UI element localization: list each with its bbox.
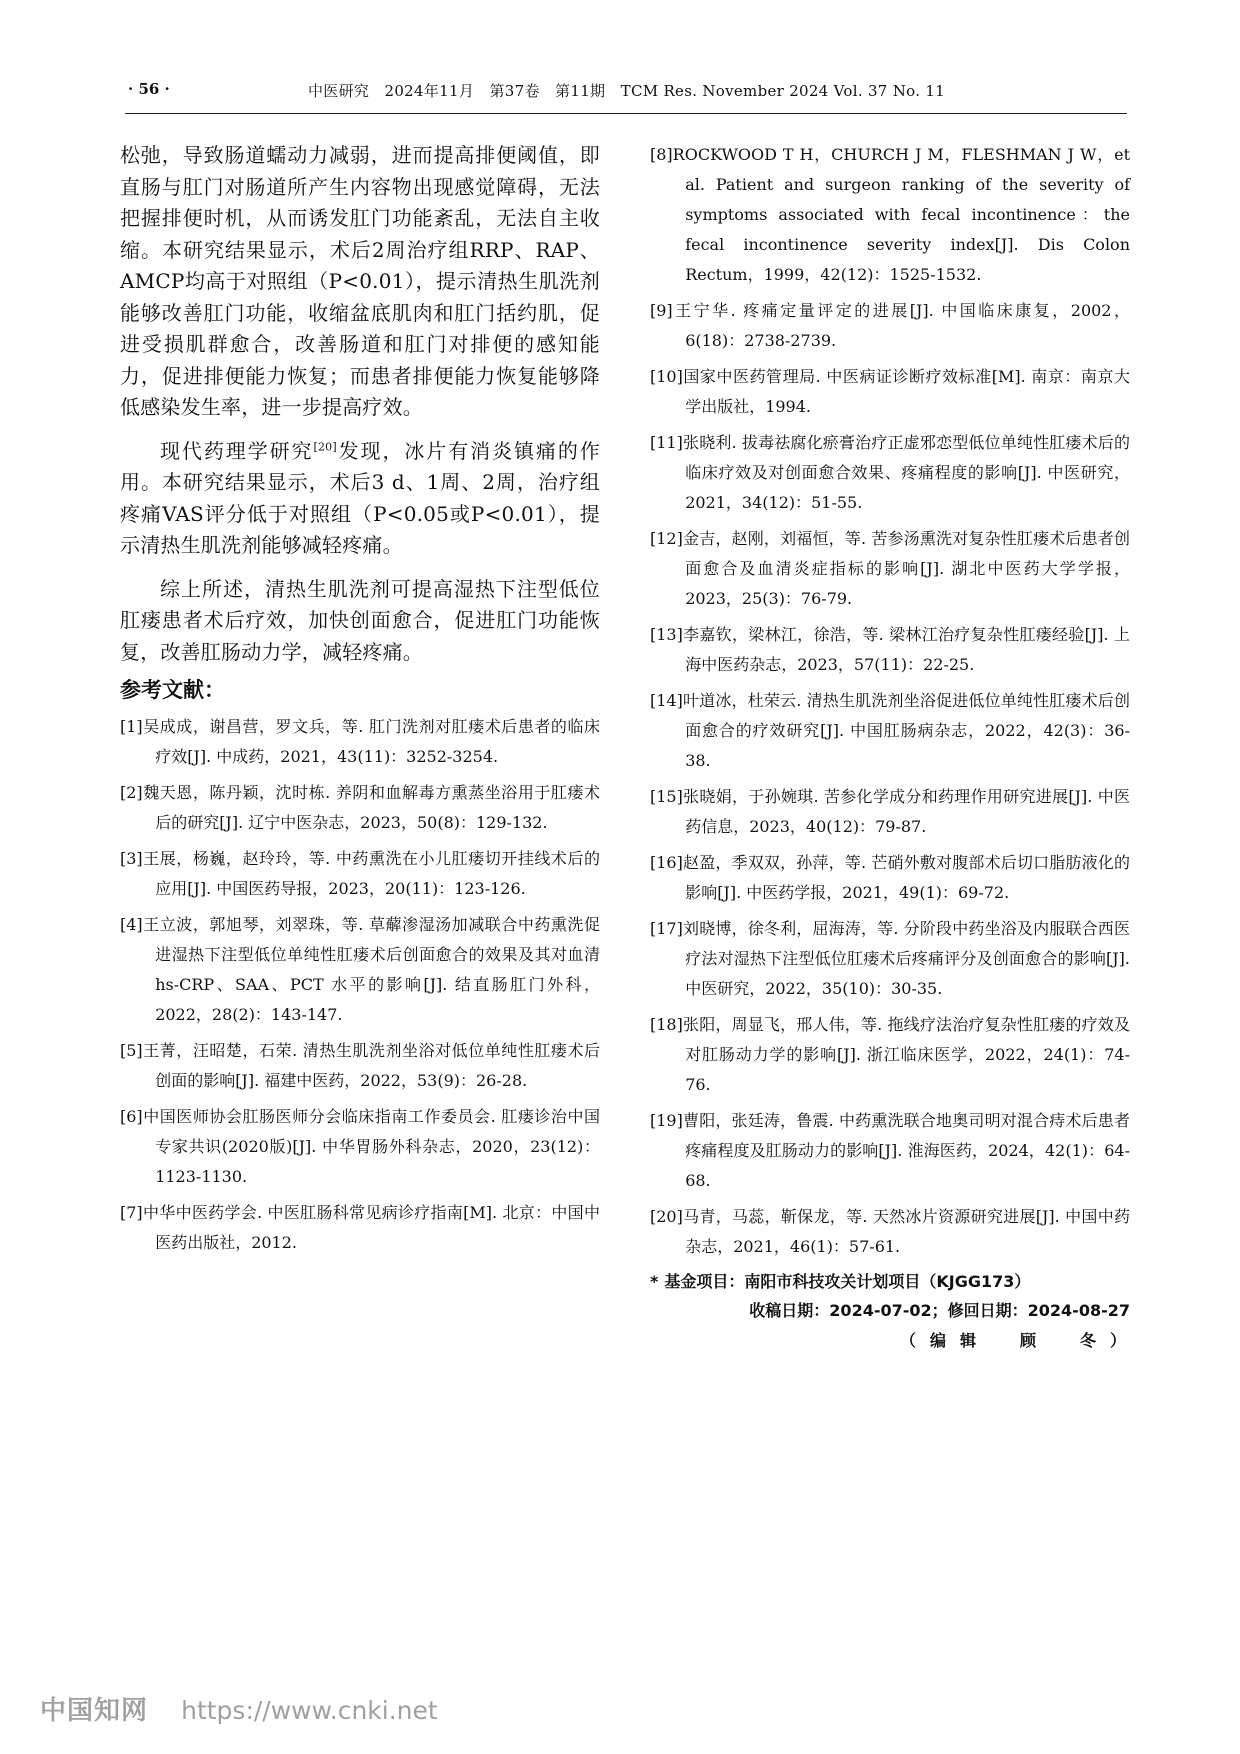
reference-item: [12]金吉，赵刚，刘福恒，等. 苦参汤熏洗对复杂性肛瘘术后患者创面愈合及血清炎症指标的影响[J]. 湖北中医药大学学报，2023，25(3)：76-79. (650, 529, 1130, 608)
reference-item: [1]吴成成，谢昌营，罗文兵，等. 肛门洗剂对肛瘘术后患者的临床疗效[J]. 中成药，2021，43(11)：3252-3254. (120, 717, 600, 766)
reference-item: [5]王菁，汪昭楚，石荣. 清热生肌洗剂坐浴对低位单纯性肛瘘术后创面的影响[J]. 福建中医药，2022，53(9)：26-28. (120, 1041, 600, 1090)
funding-note (650, 1268, 1130, 1296)
received-revised-dates: 收稿日期：2024-07-02；修回日期：2024-08-27 (749, 1301, 1130, 1320)
reference-item: [13]李嘉钦，梁林江，徐浩，等. 梁林江治疗复杂性肛瘘经验[J]. 上海中医药杂志，2023，57(11)：22-25. (650, 625, 1130, 674)
reference-item: [20]马青，马蕊，靳保龙，等. 天然冰片资源研究进展[J]. 中国中药杂志，2021，46(1)：57-61. (650, 1207, 1130, 1256)
editor-credit: （编辑 顾 冬） (899, 1331, 1140, 1350)
para-prefix: 现代药理学研究 (160, 438, 314, 463)
header-rule (125, 113, 1127, 114)
reference-item: [15]张晓娟，于孙婉琪. 苦参化学成分和药理作用研究进展[J]. 中医药信息，2023，40(12)：79-87. (650, 787, 1130, 836)
reference-item: [19]曹阳，张廷涛，鲁震. 中药熏洗联合地奥司明对混合痔术后患者疼痛程度及肛肠动力的影响[J]. 淮海医药，2024，42(1)：64-68. (650, 1111, 1130, 1190)
reference-item: [4]王立波，郭旭琴，刘翠珠，等. 草薢渗湿汤加减联合中药熏洗促进湿热下注型低位单纯性肛瘘术后创面愈合的效果及其对血清 hs-CRP、SAA、PCT 水平的影响[J]. 结直肠肛门外科，2022，28(2)：143-147. (120, 915, 600, 1024)
cnki-logo: 中国知网 (40, 1696, 149, 1726)
references-heading: 参考文献： (120, 678, 225, 702)
reference-item: [10]国家中医药管理局. 中医病证诊断疗效标准[M]. 南京：南京大学出版社，1994. (650, 367, 1130, 416)
reference-item: [16]赵盈，季双双，孙萍，等. 芒硝外敷对腹部术后切口脂肪液化的影响[J]. 中医药学报，2021，49(1)：69-72. (650, 853, 1130, 902)
funding-text: 基金项目：南阳市科技攻关计划项目（KJGG173） (664, 1272, 1031, 1291)
journal-info: 中医研究 2024年11月 第37卷 第11期 TCM Res. November 2024 Vol. 37 No. 11 (308, 82, 946, 100)
reference-item: [6]中国医师协会肛肠医师分会临床指南工作委员会. 肛瘘诊治中国专家共识(2020版)[J]. 中华胃肠外科杂志，2020，23(12)：1123-1130. (120, 1107, 600, 1186)
reference-item: [9]王宁华. 疼痛定量评定的进展[J]. 中国临床康复，2002，6(18)：2738-2739. (650, 301, 1130, 350)
body-paragraph-pharmacology (120, 436, 600, 562)
cnki-watermark (40, 1690, 438, 1730)
reference-item: [8]ROCKWOOD T H，CHURCH J M，FLESHMAN J W，et al. Patient and surgeon ranking of the severity of symptoms associated with fecal incontinence：the fecal incontinence severity index[J]. Dis Colon Rectum，1999，42(12)：1525-1532. (650, 145, 1130, 284)
funding-star: * (650, 1272, 659, 1291)
reference-list-right (650, 140, 1130, 1262)
running-header (128, 80, 948, 110)
conclusion-paragraph: 综上所述，清热生肌洗剂可提高湿热下注型低位肛瘘患者术后疗效，加快创面愈合，促进肛门功能恢复，改善肛肠动力学，减轻疼痛。 (120, 576, 600, 664)
cnki-url: https://www.cnki.net (181, 1696, 438, 1725)
reference-item: [7]中华中医药学会. 中医肛肠科常见病诊疗指南[M]. 北京：中国中医药出版社，2012. (120, 1203, 600, 1252)
reference-item: [14]叶道冰，杜荣云. 清热生肌洗剂坐浴促进低位单纯性肛瘘术后创面愈合的疗效研究[J]. 中国肛肠病杂志，2022，42(3)：36-38. (650, 691, 1130, 770)
reference-item: [11]张晓利. 拔毒祛腐化瘀膏治疗正虚邪恋型低位单纯性肛瘘术后的临床疗效及对创面愈合效果、疼痛程度的影响[J]. 中医研究，2021，34(12)：51-55. (650, 433, 1130, 512)
right-column (650, 140, 1140, 1356)
left-column (120, 140, 600, 1264)
reference-item: [3]王展，杨巍，赵玲玲，等. 中药熏洗在小儿肛瘘切开挂线术后的应用[J]. 中国医药导报，2023，20(11)：123-126. (120, 849, 600, 898)
page-number: · 56 · (128, 80, 170, 98)
reference-list-left (120, 712, 600, 1258)
reference-item: [18]张阳，周显飞，邢人伟，等. 拖线疗法治疗复杂性肛瘘的疗效及对肛肠动力学的影响[J]. 浙江临床医学，2022，24(1)：74-76. (650, 1015, 1130, 1094)
reference-item: [17]刘晓博，徐冬利，屈海涛，等. 分阶段中药坐浴及内服联合西医疗法对湿热下注型低位肛瘘术后疼痛评分及创面愈合的影响[J]. 中医研究，2022，35(10)：30-35. (650, 919, 1130, 998)
para-rest: 发现，冰片有消炎镇痛的作用。本研究结果显示，术后3 d、1周、2周，治疗组疼痛VAS评分低于对照组（P<0.05或P<0.01），提示清热生肌洗剂能够减轻疼痛。 (120, 438, 600, 557)
citation-superscript: [20] (313, 439, 337, 453)
body-paragraph: 松弛，导致肠道蠕动力减弱，进而提高排便阈值，即直肠与肛门对肠道所产生内容物出现感觉障碍，无法把握排便时机，从而诱发肛门功能紊乱，无法自主收缩。本研究结果显示，术后2周治疗组RRP、RAP、AMCP均高于对照组（P<0.01），提示清热生肌洗剂能够改善肛门功能，收缩盆底肌肉和肛门括约肌，促进受损肌群愈合，改善肠道和肛门对排便的感知能力，促进排便能力恢复；而患者排便能力恢复能够降低感染发生率，进一步提高疗效。 (120, 143, 600, 419)
reference-item: [2]魏天恩，陈丹颖，沈时栋. 养阴和血解毒方熏蒸坐浴用于肛瘘术后的研究[J]. 辽宁中医杂志，2023，50(8)：129-132. (120, 783, 600, 832)
